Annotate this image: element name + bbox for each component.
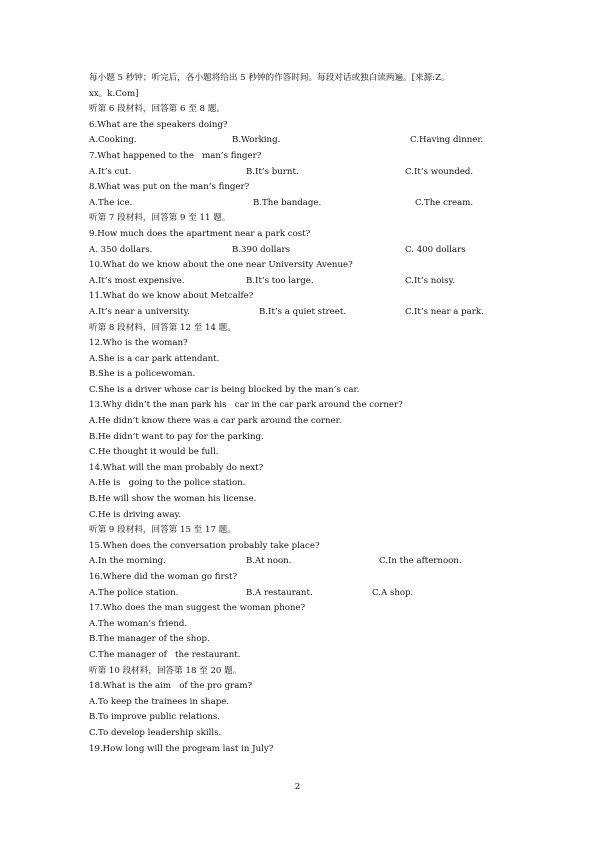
answer-option: A.He is going to the police station.	[89, 478, 246, 489]
options-row	[89, 243, 509, 259]
answer-option: B.He will show the woman his license.	[89, 494, 257, 505]
options-row	[89, 305, 509, 321]
question-stem: 14.What will the man probably do next?	[89, 462, 264, 473]
answer-option: A.To keep the trainees in shape.	[89, 696, 230, 707]
answer-option: B.A restaurant.	[246, 587, 313, 598]
answer-option: B.The bandage.	[253, 197, 322, 208]
options-row	[89, 586, 509, 602]
answer-option: B.She is a policewoman.	[89, 369, 196, 380]
answer-option: C.Having dinner.	[410, 135, 484, 146]
question-stem: 11.What do we know about Metcalfe?	[89, 291, 254, 302]
options-row	[89, 274, 509, 290]
section-header: 听第 8 段材料，回答第 12 至 14 题。	[89, 322, 236, 333]
section-header: 听第 7 段材料，回答第 9 至 11 题。	[89, 213, 231, 224]
intro-line-2: xx。k.Com]	[89, 88, 139, 99]
answer-option: A.She is a car park attendant.	[89, 353, 220, 364]
question-stem: 19.How long will the program last in July?	[89, 743, 274, 754]
question-stem: 18.What is the aim of the pro gram?	[89, 681, 253, 692]
answer-option: A.It’s cut.	[89, 166, 132, 177]
answer-option: C.The manager of the restaurant.	[89, 649, 241, 660]
answer-option: C.A shop.	[372, 587, 414, 598]
question-sections	[89, 102, 509, 757]
question-stem: 7.What happened to the man’s finger?	[89, 150, 262, 161]
section-header: 听第 6 段材料，回答第 6 至 8 题。	[89, 104, 225, 115]
question-stem: 8.What was put on the man’s finger?	[89, 182, 250, 193]
answer-option: A. 350 dollars.	[89, 244, 153, 255]
answer-option: A.In the morning.	[89, 556, 166, 567]
answer-option: C. 400 dollars	[405, 244, 466, 255]
answer-option: A.Cooking.	[89, 135, 137, 146]
intro-line-1: 每小题 5 秒钟；听完后，各小题将给出 5 秒钟的作答时间。每段对话或独白读两遍。[来源:Z。	[89, 73, 450, 83]
answer-option: C.The cream.	[415, 197, 474, 208]
answer-option: A.The police station.	[89, 587, 179, 598]
question-stem: 6.What are the speakers doing?	[89, 119, 228, 130]
options-row	[89, 196, 509, 212]
section-header: 听第 10 段材料，回答第 18 至 20 题。	[89, 665, 242, 676]
answer-option: A.The woman’s friend.	[89, 618, 188, 629]
answer-option: A.It’s near a university.	[89, 306, 191, 317]
answer-option: C.It’s near a park.	[405, 306, 484, 317]
answer-option: C.She is a driver whose car is being blocked by the man’s car.	[89, 384, 360, 395]
options-row	[89, 554, 509, 570]
answer-option: C.He is driving away.	[89, 509, 181, 520]
answer-option: B.He didn’t want to pay for the parking.	[89, 431, 264, 442]
answer-option: C.To develop leadership skills.	[89, 727, 222, 738]
answer-option: B.It’s a quiet street.	[259, 306, 347, 317]
answer-option: B.To improve public relations.	[89, 712, 221, 723]
answer-option: C.It’s wounded.	[405, 166, 474, 177]
options-row	[89, 133, 509, 149]
question-stem: 12.Who is the woman?	[89, 338, 188, 349]
options-row	[89, 165, 509, 181]
question-stem: 16.Where did the woman go first?	[89, 572, 238, 582]
question-stem: 9.How much does the apartment near a park cost?	[89, 228, 311, 239]
answer-option: B.It’s burnt.	[246, 166, 299, 177]
answer-option: A.It’s most expensive.	[89, 275, 185, 286]
question-stem: 17.Who does the man suggest the woman phone?	[89, 603, 306, 614]
question-stem: 15.When does the conversation probably take place?	[89, 540, 320, 551]
page-number: 2	[294, 782, 301, 792]
answer-option: A.He didn’t know there was a car park around the corner.	[89, 416, 342, 427]
answer-option: A.The ice.	[89, 197, 133, 208]
answer-option: B.Working.	[232, 135, 281, 146]
section-header: 听第 9 段材料，回答第 15 至 17 题。	[89, 525, 236, 536]
document-body	[89, 71, 509, 757]
answer-option: B.At noon.	[246, 556, 292, 567]
question-stem: 13.Why didn’t the man park his car in the car park around the corner?	[89, 400, 403, 411]
answer-option: C.He thought it would be full.	[89, 447, 219, 458]
answer-option: B.390 dollars	[232, 244, 290, 255]
answer-option: C.It’s noisy.	[405, 275, 456, 286]
answer-option: B.The manager of the shop.	[89, 634, 210, 645]
question-stem: 10.What do we know about the one near University Avenue?	[89, 260, 353, 271]
answer-option: C.In the afternoon.	[379, 556, 462, 567]
answer-option: B.It’s too large.	[246, 275, 314, 286]
